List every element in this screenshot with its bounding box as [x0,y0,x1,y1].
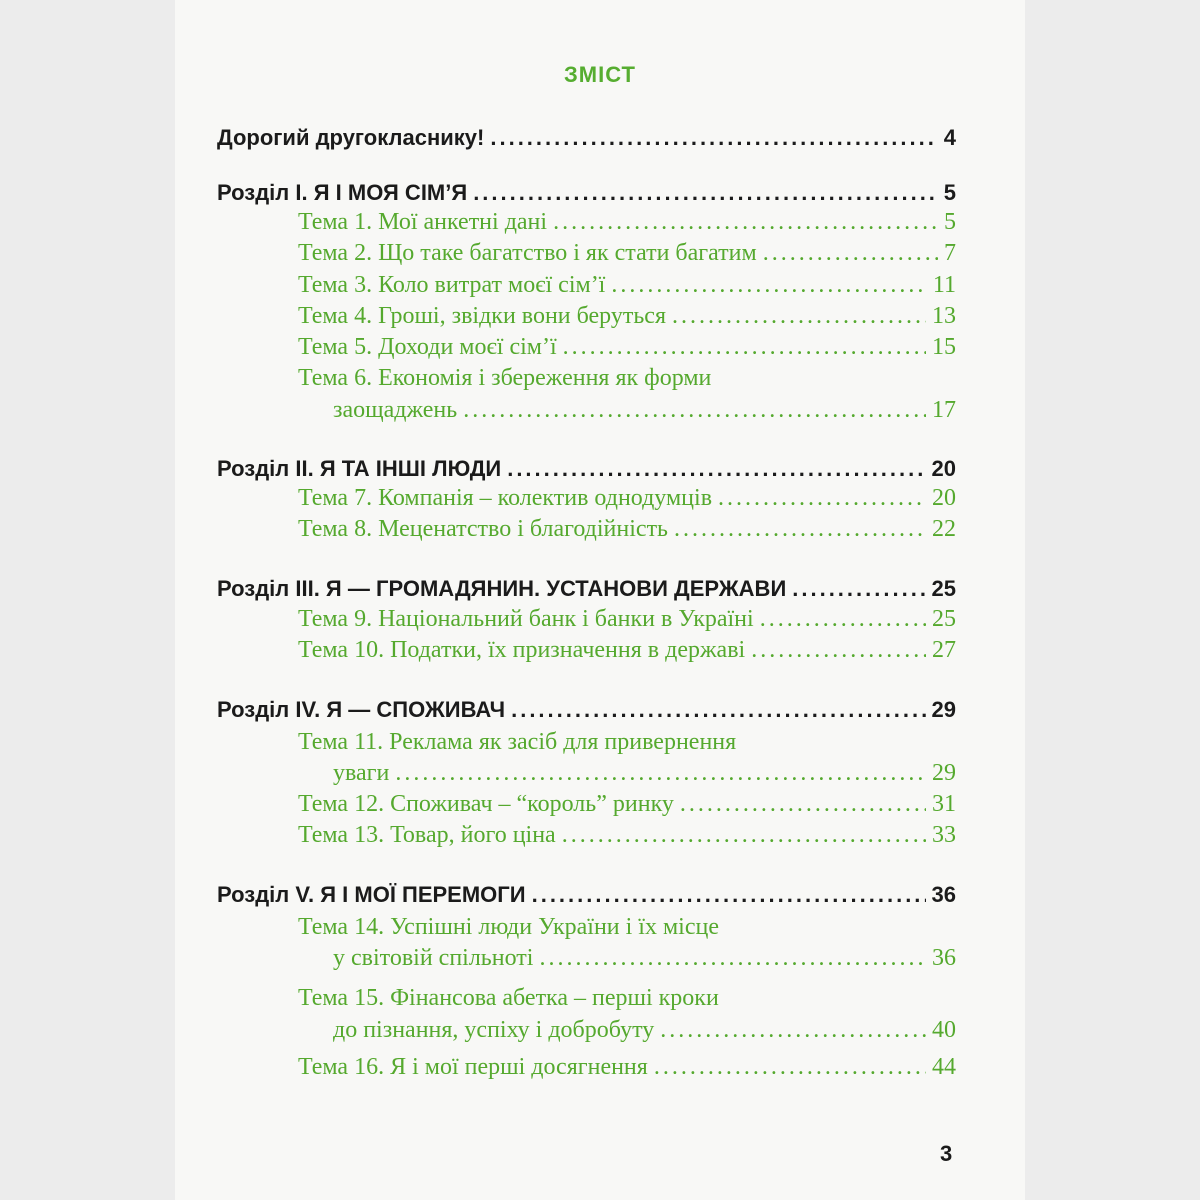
toc-topic-9 [298,607,956,631]
toc-topic-14-line2 [333,946,956,970]
toc-topic-page: 20 [932,485,956,511]
toc-topic-label: Тема 9. Національний банк і банки в Україні [298,606,754,632]
toc-topic-7 [298,486,956,510]
toc-topic-10 [298,638,956,662]
toc-topic-label: Тема 5. Доходи моєї сім’ї [298,334,557,360]
toc-topic-page: 29 [932,760,956,786]
dot-leader [463,398,926,422]
toc-topic-label: Тема 8. Меценатство і благодійність [298,516,668,542]
toc-topic-page: 17 [932,397,956,423]
toc-section-5 [217,884,956,906]
toc-topic-page: 44 [932,1054,956,1080]
toc-topic-15-line1: Тема 15. Фінансова абетка – перші кроки [298,985,719,1011]
toc-topic-page: 13 [932,303,956,329]
toc-title: ЗМІСТ [564,62,636,87]
dot-leader [553,210,938,234]
toc-section-page: 25 [931,576,956,601]
toc-topic-label: у світовій спільноті [333,945,534,971]
toc-topic-label: Тема 7. Компанія – колектив однодумців [298,485,713,511]
toc-topic-page: 33 [932,822,956,848]
toc-topic-4 [298,304,956,328]
toc-topic-label: до пізнання, успіху і добробуту [333,1017,655,1043]
toc-entry-page: 4 [943,125,956,150]
toc-section-label: Розділ ІІІ. Я — ГРОМАДЯНИН. УСТАНОВИ ДЕРЖАВИ [217,576,787,601]
toc-topic-label: Тема 13. Товар, його ціна [298,822,556,848]
toc-topic-label: заощаджень [333,397,458,423]
toc-topic-label: Тема 3. Коло витрат моєї сім’ї [298,272,606,298]
dot-leader [660,1018,926,1042]
toc-intro [217,127,956,149]
toc-topic-3 [298,273,956,297]
dot-leader [674,517,926,541]
toc-section-page: 36 [931,882,956,907]
toc-topic-label: Тема 4. Гроші, звідки вони беруться [298,303,666,329]
toc-topic-page: 7 [944,240,956,266]
toc-section-1 [217,182,956,204]
toc-section-page: 20 [931,456,956,481]
toc-topic-page: 36 [932,945,956,971]
dot-leader [511,699,925,721]
toc-topic-2 [298,241,956,265]
toc-entry-label: Дорогий другокласнику! [217,125,485,150]
dot-leader [760,607,926,631]
toc-section-label: Розділ V. Я І МОЇ ПЕРЕМОГИ [217,882,526,907]
toc-topic-page: 15 [932,334,956,360]
dot-leader [562,823,926,847]
toc-topic-5 [298,335,956,359]
toc-section-page: 5 [943,180,956,205]
toc-topic-page: 5 [944,209,956,235]
toc-topic-page: 25 [932,606,956,632]
toc-topic-11-line2 [333,761,956,785]
toc-topic-page: 31 [932,791,956,817]
dot-leader [539,946,926,970]
toc-topic-label: Тема 16. Я і мої перші досягнення [298,1054,648,1080]
toc-section-label: Розділ І. Я І МОЯ СІМ’Я [217,180,468,205]
toc-topic-15-line2 [333,1018,956,1042]
toc-topic-label: Тема 10. Податки, їх призначення в державі [298,637,746,663]
toc-topic-page: 27 [932,637,956,663]
dot-leader [680,792,926,816]
toc-topic-label: Тема 2. Що таке багатство і як стати багатим [298,240,757,266]
dot-leader [751,638,926,662]
toc-topic-12 [298,792,956,816]
toc-section-label: Розділ ІV. Я — СПОЖИВАЧ [217,697,506,722]
dot-leader [763,241,938,265]
dot-leader [395,761,926,785]
dot-leader [792,578,925,600]
toc-section-label: Розділ ІІ. Я ТА ІНШІ ЛЮДИ [217,456,502,481]
toc-section-3 [217,578,956,600]
toc-topic-6-line1: Тема 6. Економія і збереження як форми [298,365,712,391]
toc-topic-label: Тема 12. Споживач – “король” ринку [298,791,674,817]
dot-leader [672,304,926,328]
toc-topic-label: уваги [333,760,390,786]
toc-topic-label: Тема 1. Мої анкетні дані [298,209,548,235]
toc-topic-13 [298,823,956,847]
toc-topic-14-line1: Тема 14. Успішні люди України і їх місце [298,914,719,940]
toc-section-4 [217,699,956,721]
toc-section-page: 29 [931,697,956,722]
page-number: 3 [940,1141,953,1166]
toc-topic-page: 40 [932,1017,956,1043]
dot-leader [563,335,926,359]
toc-section-2 [217,458,956,480]
dot-leader [654,1055,926,1079]
toc-topic-page: 11 [932,272,956,298]
dot-leader [490,127,937,149]
dot-leader [473,182,938,204]
dot-leader [507,458,925,480]
toc-topic-11-line1: Тема 11. Реклама як засіб для привернення [298,729,737,755]
toc-topic-page: 22 [932,516,956,542]
dot-leader [718,486,926,510]
dot-leader [532,884,926,906]
toc-topic-1 [298,210,956,234]
toc-topic-6-line2 [333,398,956,422]
toc-topic-8 [298,517,956,541]
dot-leader [611,273,927,297]
toc-topic-16 [298,1055,956,1079]
